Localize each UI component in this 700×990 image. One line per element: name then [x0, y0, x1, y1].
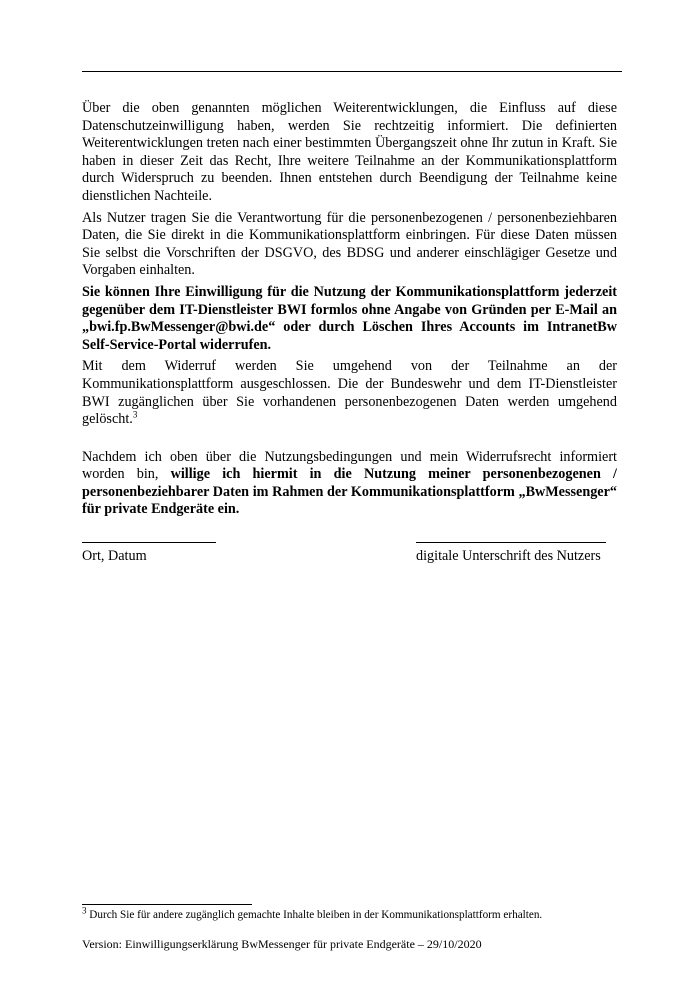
footnote	[82, 905, 543, 921]
document-body	[82, 100, 617, 523]
paragraph-updates: Über die oben genannten möglichen Weiterentwicklungen, die Einfluss auf diese Datenschutzeinwilligung haben, werden Sie rechtzeitig informiert. Die definierten Weiterentwicklungen treten nach einer bestimmten Übergangszeit ohne Ihr zutun in Kraft. Sie haben in dieser Zeit das Recht, Ihre weitere Teilnahme an der Kommunikationsplattform durch Widerspruch zu beenden. Ihnen entstehen durch Beendigung der Teilnahme keine dienstlichen Nachteile.	[82, 100, 617, 204]
consent-statement: willige ich hiermit in die Nutzung meiner personenbezogenen / personenbeziehbarer Daten im Rahmen der Kommunikationsplattform „BwMessenger“ für private Endgeräte ein.	[82, 466, 617, 518]
place-date-line	[82, 542, 216, 543]
paragraph-revocation: Sie können Ihre Einwilligung für die Nutzung der Kommunikationsplattform jederzeit gegenüber dem IT-Dienstleister BWI formlos ohne Angabe von Gründen per E-Mail an „bwi.fp.BwMessenger@bwi.de“ oder durch Löschen Ihres Accounts im IntranetBw Self-Service-Portal widerrufen.	[82, 283, 617, 353]
paragraph-consent	[82, 449, 617, 519]
signature-label: digitale Unterschrift des Nutzers	[416, 548, 601, 564]
paragraph-revocation-effect	[82, 358, 617, 428]
footnote-reference: 3	[132, 409, 138, 420]
paragraph-user-responsibility: Als Nutzer tragen Sie die Verantwortung für die personenbezogenen / personenbeziehbaren Daten, die Sie direkt in die Kommunikationsplattform einbringen. Für diese Daten müssen Sie selbst die Vorschriften der DSGVO, des BDSG und anderer einschlägiger Gesetze und Vorgaben einhalten.	[82, 209, 617, 279]
revocation-effect-text: Mit dem Widerruf werden Sie umgehend von der Teilnahme an der Kommunikationsplattform ausgeschlossen. Die der Bundeswehr und dem IT-Dienstleister BWI zugänglichen über Sie vorhandenen personenbezogenen Daten werden umgehend gelöscht.	[82, 358, 617, 428]
place-date-label: Ort, Datum	[82, 548, 147, 564]
version-footer: Version: Einwilligungserklärung BwMessenger für private Endgeräte – 29/10/2020	[82, 937, 482, 951]
footnote-number: 3	[82, 905, 87, 916]
footnote-rule	[82, 904, 252, 905]
footnote-text: Durch Sie für andere zugänglich gemachte Inhalte bleiben in der Kommunikationsplattform erhalten.	[86, 909, 543, 921]
consent-intro: Nachdem ich oben über die Nutzungsbedingungen und mein Widerrufsrecht informiert worden bin,	[82, 448, 617, 483]
signature-line	[416, 542, 606, 543]
header-rule	[82, 71, 622, 72]
